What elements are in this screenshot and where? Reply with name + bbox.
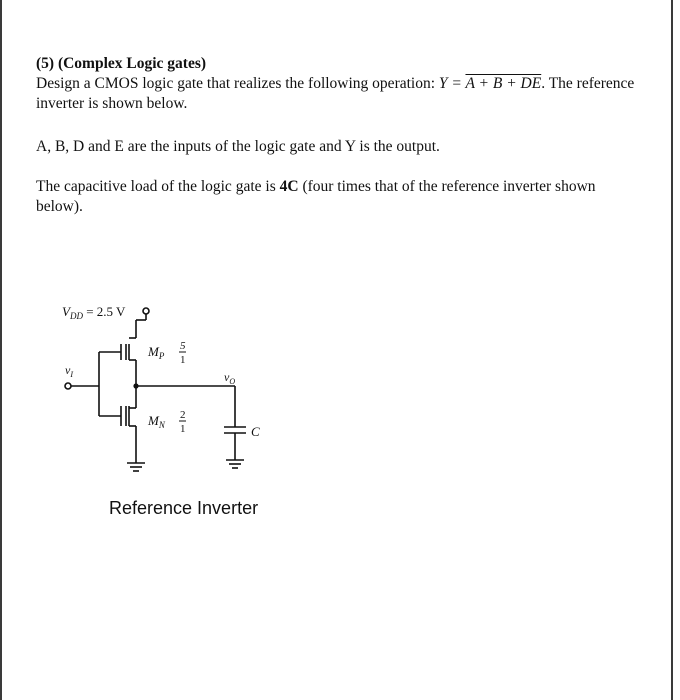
problem-heading: (5) (Complex Logic gates) xyxy=(36,55,207,72)
nmos-transistor xyxy=(99,398,136,448)
vdd-label: $V_{DD} = 2.5$ V xyxy=(62,304,126,321)
pmos-label: $M_P$ xyxy=(148,344,165,361)
reference-inverter-circuit xyxy=(55,298,295,483)
nmos-label: $M_N$ xyxy=(148,413,165,430)
load-capacitor xyxy=(224,386,246,460)
design-paragraph xyxy=(36,74,636,114)
nmos-ratio-numerator: 2 xyxy=(180,409,186,421)
load-multiplier: 4C xyxy=(279,178,299,195)
input-terminal xyxy=(65,383,71,389)
load-prefix: The capacitive load of the logic gate is xyxy=(36,178,280,195)
input-label: $v_I$ xyxy=(65,363,73,379)
page-right-border xyxy=(671,0,673,700)
output-label: $v_O$ xyxy=(224,370,236,386)
pmos-ratio-numerator: 5 xyxy=(180,340,186,352)
equation-lhs: Y = xyxy=(438,75,466,92)
nmos-ratio-denominator: 1 xyxy=(180,423,186,435)
inputs-paragraph: A, B, D and E are the inputs of the logic gate and Y is the output. xyxy=(36,138,440,155)
vdd-terminal xyxy=(143,308,149,314)
pmos-transistor xyxy=(99,320,136,374)
page-left-border xyxy=(0,0,2,700)
nmos-ground-icon xyxy=(127,448,145,471)
design-suffix: . The reference inverter is shown below. xyxy=(36,75,635,112)
equation-rhs: A + B + DE xyxy=(465,75,542,92)
pmos-ratio-denominator: 1 xyxy=(180,354,186,366)
design-prefix: Design a CMOS logic gate that realizes the following operation: xyxy=(36,75,439,92)
circuit-caption: Reference Inverter xyxy=(109,498,259,518)
capacitor-ground-icon xyxy=(226,460,244,468)
load-paragraph xyxy=(36,177,636,217)
capacitor-label: C xyxy=(251,424,260,439)
load-suffix: (four times that of the reference inverter shown below). xyxy=(36,178,596,215)
